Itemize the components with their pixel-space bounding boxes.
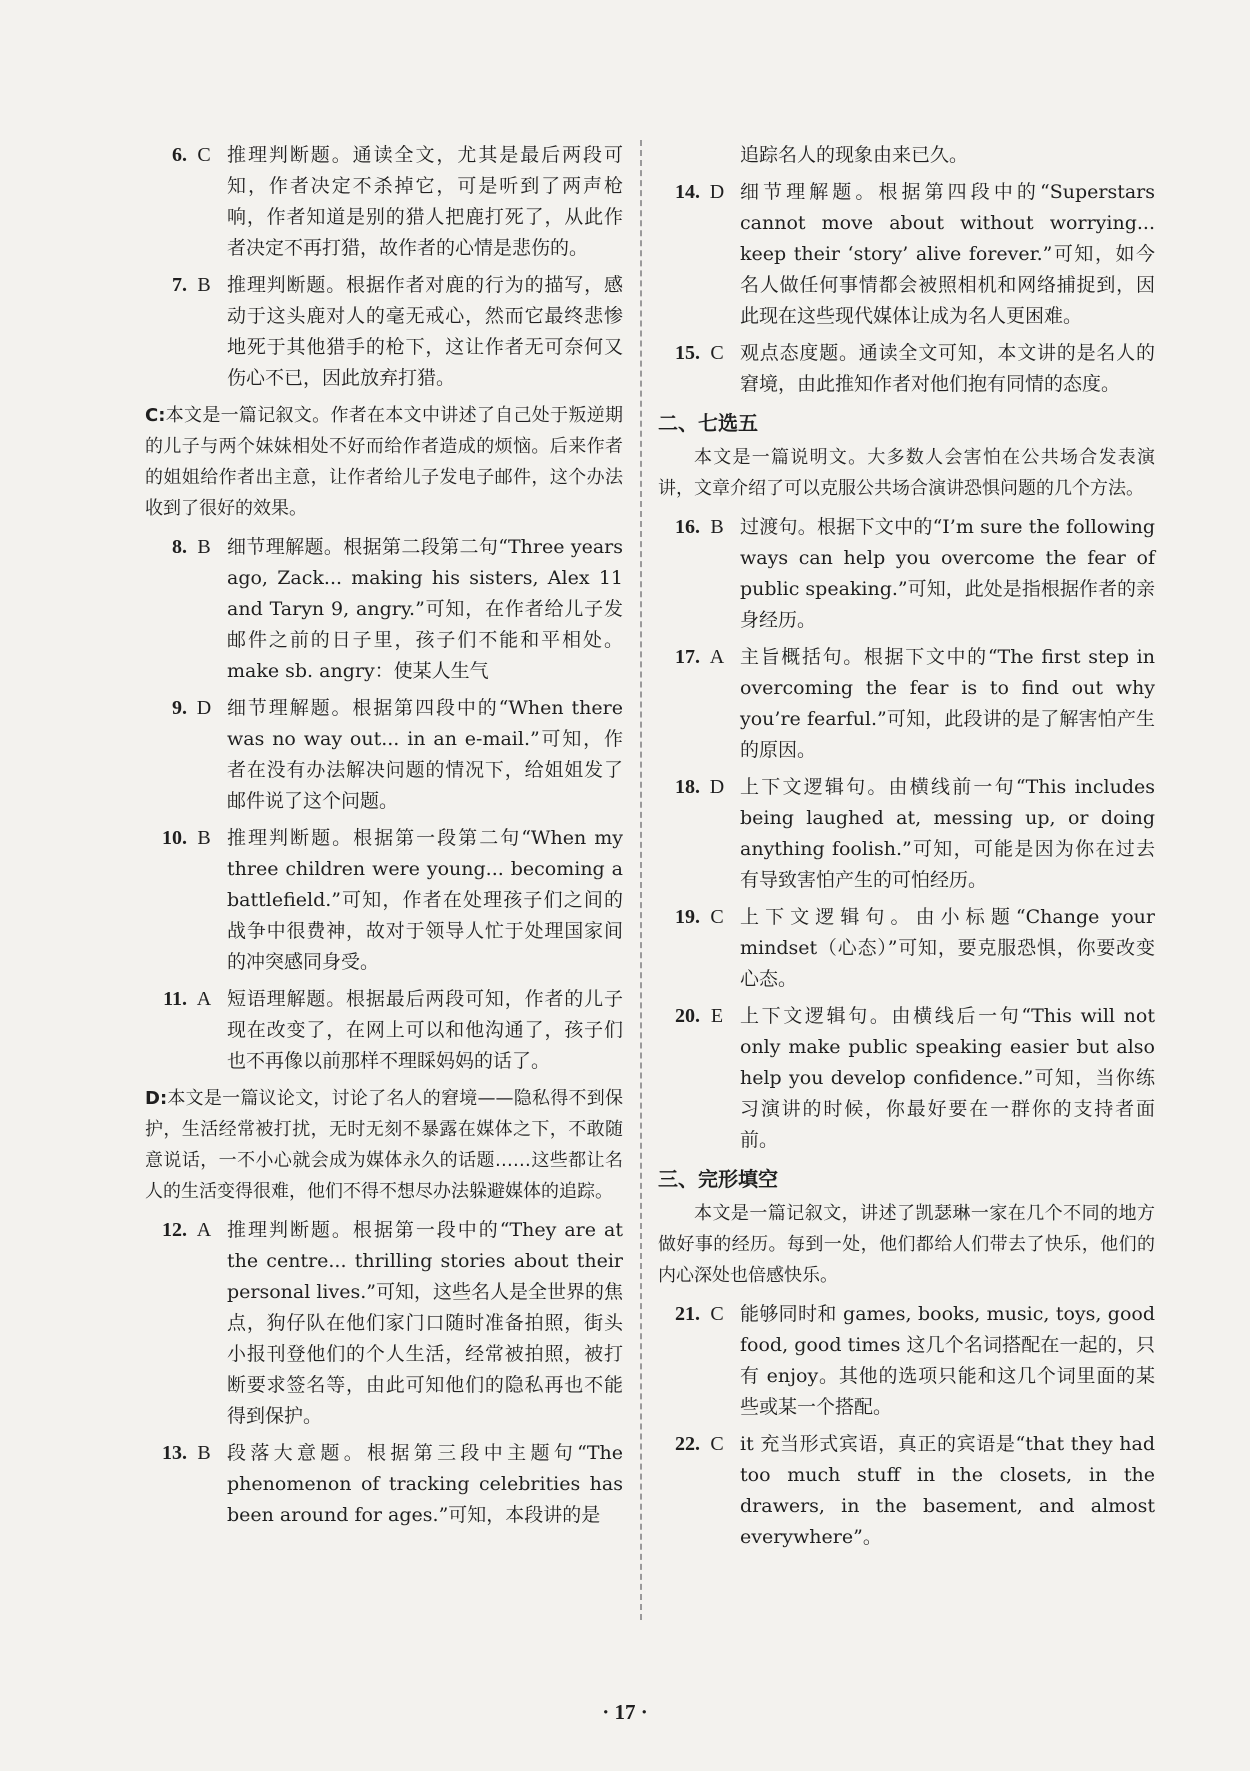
answer-number: 19. [675, 906, 700, 928]
right-column [658, 140, 1155, 1559]
answer-8 [145, 532, 623, 687]
answer-letter: E [710, 1005, 724, 1027]
section-intro: 本文是一篇说明文。大多数人会害怕在公共场合发表演讲，文章介绍了可以克服公共场合演讲恐惧问题的几个方法。 [658, 447, 1155, 499]
passage-tag: D: [145, 1088, 168, 1109]
answer-letter: D [709, 776, 725, 798]
answer-explanation: 上下文逻辑句。由横线后一句“This will not only make public speaking easier but also help you develop confidence.”可知，当你练习演讲的时候，你最好要在一群你的支持者面前。 [740, 1005, 1155, 1151]
answer-letter: B [197, 274, 211, 296]
answer-19 [658, 902, 1155, 995]
answer-10 [145, 823, 623, 978]
answer-letter: C [710, 906, 724, 928]
answer-letter: A [196, 1219, 212, 1241]
answer-17 [658, 642, 1155, 766]
answer-number: 13. [162, 1442, 187, 1464]
answer-15 [658, 338, 1155, 400]
answer-letter: B [197, 536, 211, 558]
answer-letter: B [710, 516, 724, 538]
answer-21 [658, 1299, 1155, 1423]
answer-explanation: 细节理解题。根据第二段第二句“Three years ago, Zack... making his sisters, Alex 11 and Taryn 9, angry.”可知，在作者给儿子发邮件之前的日子里，孩子们不能和平相处。make sb. angry：使某人生气 [227, 536, 623, 682]
answer-number: 10. [162, 827, 187, 849]
answer-number: 12. [162, 1219, 187, 1241]
answer-letter: A [196, 988, 212, 1010]
answer-explanation: 推理判断题。根据作者对鹿的行为的描写，感动于这头鹿对人的毫无戒心，然而它最终悲惨地死于其他猎手的枪下，这让作者无可奈何又伤心不已，因此放弃打猎。 [227, 274, 623, 389]
answer-letter: C [710, 342, 724, 364]
answer-13 [145, 1438, 623, 1531]
answer-letter: C [710, 1433, 724, 1455]
answer-explanation: 上下文逻辑句。由横线前一句“This includes being laughed at, messing up, or doing anything foolish.”可知，可能是因为你在过去有导致害怕产生的可怕经历。 [740, 776, 1155, 891]
answer-letter: B [197, 827, 211, 849]
answer-explanation: 主旨概括句。根据下文中的“The first step in overcoming the fear is to find out why you’re fearful.”可知，此段讲的是了解害怕产生的原因。 [740, 646, 1155, 761]
column-divider [640, 140, 642, 1620]
answer-number: 7. [172, 274, 187, 296]
passage-d-summary [145, 1083, 623, 1207]
answer-explanation: it 充当形式宾语，真正的宾语是“that they had too much stuff in the closets, in the drawers, in the basement, and almost everywhere”。 [740, 1433, 1155, 1548]
answer-number: 22. [675, 1433, 700, 1455]
answer-explanation: 上下文逻辑句。由小标题“Change your mindset（心态）”可知，要克服恐惧，你要改变心态。 [740, 906, 1155, 990]
answer-11 [145, 984, 623, 1077]
answer-explanation: 能够同时和 games, books, music, toys, good food, good times 这几个名词搭配在一起的，只有 enjoy。其他的选项只能和这几个词里面的某些或某一个搭配。 [740, 1303, 1155, 1418]
answer-9 [145, 693, 623, 817]
section-title-cloze: 三、完形填空 [658, 1167, 778, 1191]
answer-explanation: 过渡句。根据下文中的“I’m sure the following ways can help you overcome the fear of public speaking.”可知，此处是指根据作者的亲身经历。 [740, 516, 1155, 631]
answer-7 [145, 270, 623, 394]
section-title-seven-choose-five: 二、七选五 [658, 411, 758, 435]
answer-14 [658, 177, 1155, 332]
passage-text: 本文是一篇议论文，讨论了名人的窘境——隐私得不到保护，生活经常被打扰，无时无刻不暴露在媒体之下，不敢随意说话，一不小心就会成为媒体永久的话题……这些都让名人的生活变得很难，他们不得不想尽办法躲避媒体的追踪。 [145, 1088, 623, 1202]
answer-number: 20. [675, 1005, 700, 1027]
answer-letter: A [709, 646, 725, 668]
page-number: · 17 · [602, 1700, 648, 1724]
answer-explanation: 观点态度题。通读全文可知，本文讲的是名人的窘境，由此推知作者对他们抱有同情的态度。 [740, 342, 1155, 395]
answer-number: 18. [675, 776, 700, 798]
answer-letter: B [197, 1442, 211, 1464]
answer-number: 6. [172, 144, 187, 166]
answer-number: 15. [675, 342, 700, 364]
answer-18 [658, 772, 1155, 896]
answer-letter: C [197, 144, 211, 166]
passage-text: 本文是一篇记叙文。作者在本文中讲述了自己处于叛逆期的儿子与两个妹妹相处不好而给作者造成的烦恼。后来作者的姐姐给作者出主意，让作者给儿子发电子邮件，这个办法收到了很好的效果。 [145, 405, 623, 519]
answer-explanation: 段落大意题。根据第三段中主题句“The phenomenon of tracking celebrities has been around for ages.”可知，本段讲的是 [227, 1442, 623, 1526]
answer-number: 14. [675, 181, 700, 203]
left-column [145, 140, 623, 1537]
section-intro: 本文是一篇记叙文，讲述了凯瑟琳一家在几个不同的地方做好事的经历。每到一处，他们都给人们带去了快乐，他们的内心深处也倍感快乐。 [658, 1203, 1155, 1286]
answer-letter: C [710, 1303, 724, 1325]
answer-letter: D [709, 181, 725, 203]
answer-explanation: 细节理解题。根据第四段中的“Superstars cannot move about without worrying... keep their ‘story’ alive forever.”可知，如今名人做任何事情都会被照相机和网络捕捉到，因此现在这些现代媒体让成为名人更困难。 [740, 181, 1155, 327]
answer-number: 21. [675, 1303, 700, 1325]
answer-explanation: 推理判断题。根据第一段第二句“When my three children were young... becoming a battlefield.”可知，作者在处理孩子们之间的战争中很费神，故对于领导人忙于处理国家间的冲突感同身受。 [227, 827, 623, 973]
answer-explanation: 短语理解题。根据最后两段可知，作者的儿子现在改变了，在网上可以和他沟通了，孩子们也不再像以前那样不理睬妈妈的话了。 [227, 988, 623, 1072]
passage-tag: C: [145, 405, 166, 426]
answer-explanation: 细节理解题。根据第四段中的“When there was no way out... in an e-mail.”可知，作者在没有办法解决问题的情况下，给姐姐发了邮件说了这个问题。 [227, 697, 623, 812]
passage-c-summary [145, 400, 623, 524]
answer-number: 17. [675, 646, 700, 668]
answer-20 [658, 1001, 1155, 1156]
answer-number: 8. [172, 536, 187, 558]
answer-number: 11. [163, 988, 187, 1010]
answer-12 [145, 1215, 623, 1432]
answer-explanation: 推理判断题。根据第一段中的“They are at the centre... thrilling stories about their personal lives.”可知，这些名人是全世界的焦点，狗仔队在他们家门口随时准备拍照，街头小报刊登他们的个人生活，经常被拍照，被打断要求签名等，由此可知他们的隐私再也不能得到保护。 [227, 1219, 623, 1427]
answer-13-continued: 追踪名人的现象由来已久。 [740, 144, 969, 166]
answer-explanation: 推理判断题。通读全文，尤其是最后两段可知，作者决定不杀掉它，可是听到了两声枪响，作者知道是别的猎人把鹿打死了，从此作者决定不再打猎，故作者的心情是悲伤的。 [227, 144, 623, 259]
answer-number: 16. [675, 516, 700, 538]
answer-16 [658, 512, 1155, 636]
answer-letter: D [196, 697, 212, 719]
answer-6 [145, 140, 623, 264]
answer-number: 9. [172, 697, 187, 719]
answer-22 [658, 1429, 1155, 1553]
